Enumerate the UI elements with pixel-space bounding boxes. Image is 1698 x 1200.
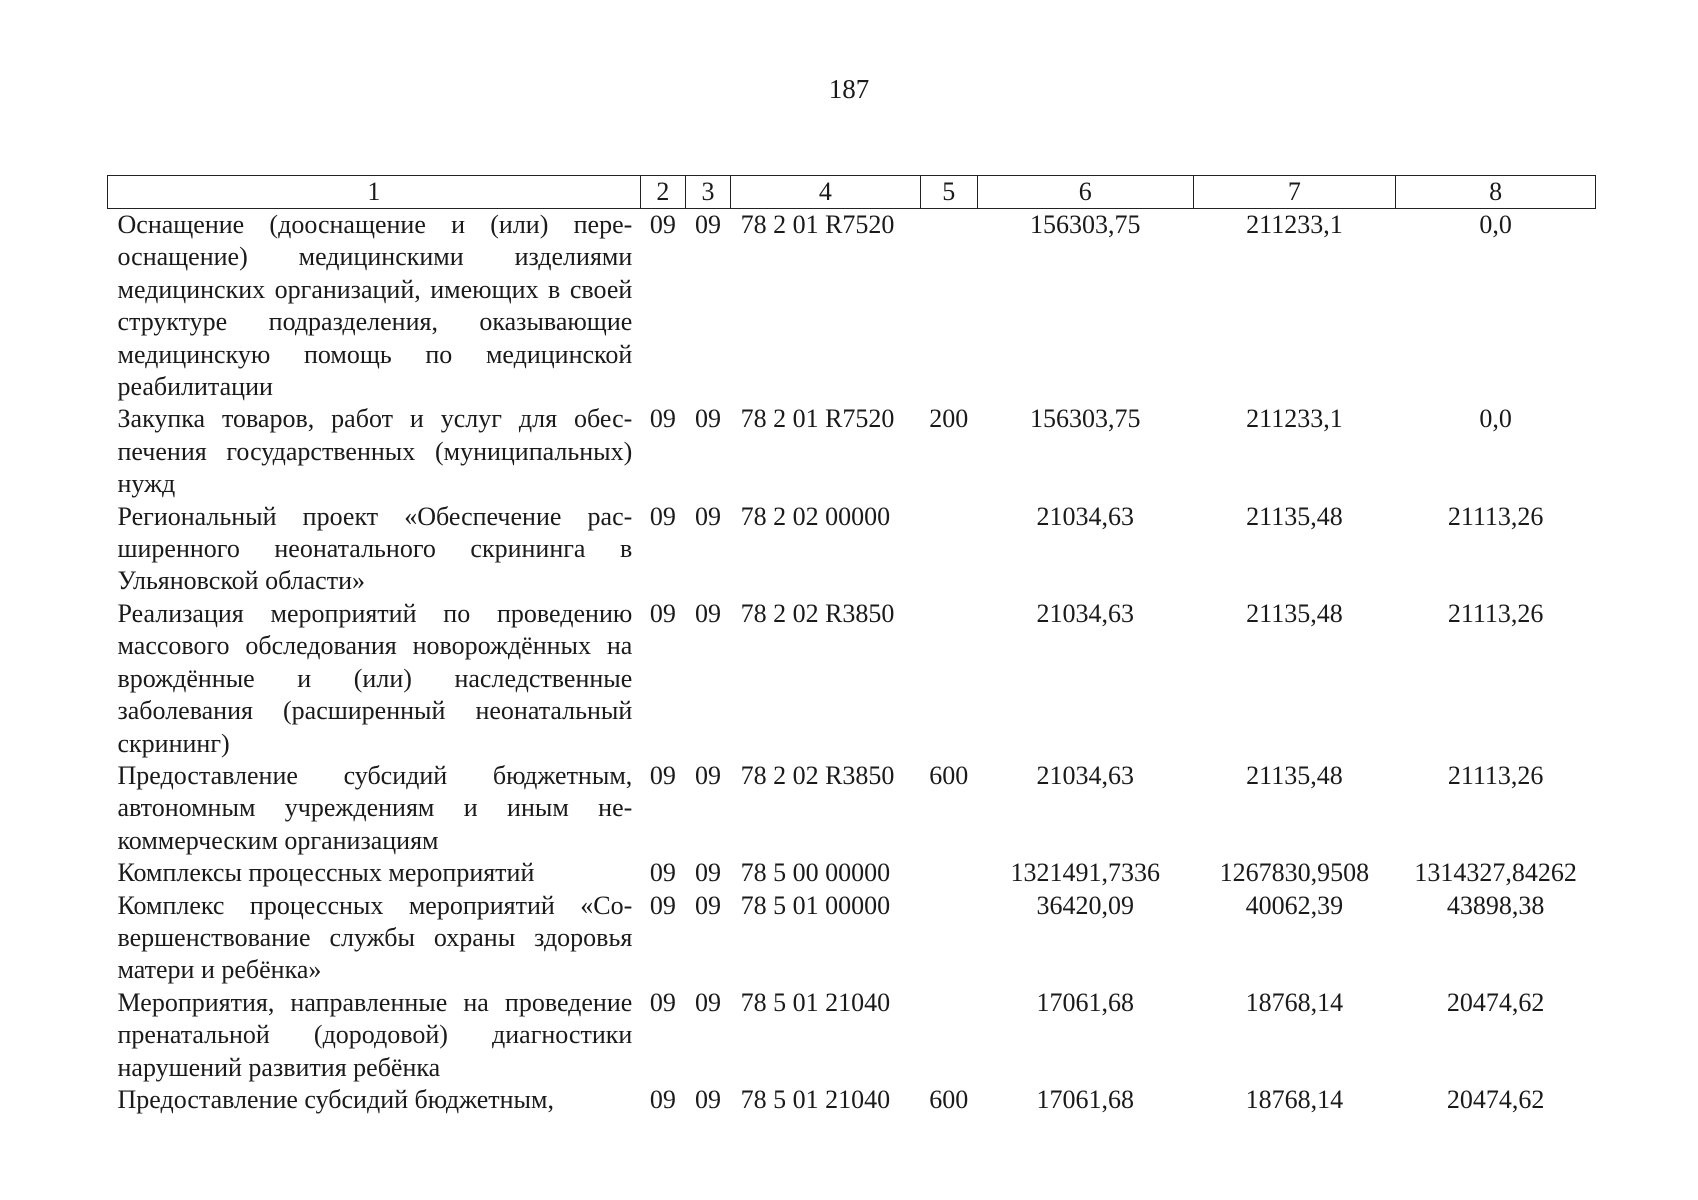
row-name: Предоставление субсидий бюджетным, [117, 1084, 554, 1114]
row-value-8: 0,0 [1479, 404, 1512, 434]
header-col-3: 3 [685, 176, 730, 209]
table-row [108, 209, 1596, 404]
row-subsection: 09 [694, 1084, 721, 1114]
row-subsection: 09 [694, 501, 721, 531]
row-target-article: 78 2 02 00000 [740, 501, 891, 531]
header-col-1: 1 [108, 176, 641, 209]
row-value-8: 21113,26 [1447, 501, 1544, 531]
row-subsection: 09 [694, 210, 721, 239]
table-body [108, 209, 1596, 1117]
row-name: Реализация мероприятий по проведению массового обследования новорождённых на врождённые и (или) наследственные заболевания (расширенный неонатальный скрининг) [117, 598, 633, 758]
header-row [108, 176, 1596, 209]
row-section: 09 [649, 1084, 676, 1114]
row-expense-type [920, 209, 977, 404]
row-value-6: 156303,75 [1029, 210, 1141, 239]
header-col-2: 2 [640, 176, 685, 209]
row-value-7: 18768,14 [1245, 987, 1344, 1017]
row-section: 09 [649, 890, 676, 920]
row-name: Предоставление субсидий бюджетным, автономным учреждениям и иным некоммерческим организациям [117, 760, 633, 855]
row-value-8: 21113,26 [1447, 598, 1544, 628]
row-expense-type: 200 [929, 404, 969, 434]
table-row [108, 1084, 1596, 1116]
row-target-article: 78 2 01 R7520 [740, 210, 895, 239]
row-subsection: 09 [694, 760, 721, 790]
row-expense-type [920, 890, 977, 987]
row-value-7: 1267830,9508 [1219, 858, 1370, 888]
row-expense-type: 600 [929, 760, 969, 790]
row-expense-type: 600 [929, 1084, 969, 1114]
header-col-4: 4 [731, 176, 921, 209]
table-row [108, 987, 1596, 1084]
page-number: 187 [828, 74, 870, 104]
row-value-7: 211233,1 [1246, 210, 1343, 239]
header-col-6: 6 [977, 176, 1193, 209]
row-value-7: 21135,48 [1246, 760, 1343, 790]
table-row [108, 501, 1596, 598]
row-value-6: 21034,63 [1036, 501, 1134, 531]
table-row [108, 890, 1596, 987]
table-row [108, 403, 1596, 500]
row-value-8: 43898,38 [1446, 890, 1545, 920]
row-expense-type [920, 501, 977, 598]
row-target-article: 78 2 02 R3850 [740, 598, 895, 628]
header-col-5: 5 [920, 176, 977, 209]
table-row [108, 857, 1596, 889]
row-value-7: 21135,48 [1246, 598, 1343, 628]
row-target-article: 78 2 01 R7520 [740, 404, 895, 434]
table-row [108, 760, 1596, 857]
row-section: 09 [649, 987, 676, 1017]
row-target-article: 78 5 00 00000 [740, 858, 891, 888]
row-section: 09 [649, 501, 676, 531]
row-subsection: 09 [694, 890, 721, 920]
row-target-article: 78 2 02 R3850 [740, 760, 895, 790]
row-target-article: 78 5 01 21040 [740, 1084, 891, 1114]
row-name: Региональный проект «Обеспечение расширенного неонатального скрининга в Ульяновской области» [117, 501, 633, 596]
row-section: 09 [649, 858, 676, 888]
row-value-8: 1314327,84262 [1414, 858, 1577, 888]
row-name: Комплекс процессных мероприятий «Совершенствование службы охраны здоровья матери и ребёнка» [117, 890, 633, 985]
row-value-8: 21113,26 [1447, 760, 1544, 790]
row-value-6: 36420,09 [1036, 890, 1134, 920]
row-value-7: 211233,1 [1246, 404, 1343, 434]
row-section: 09 [649, 598, 676, 628]
header-col-7: 7 [1193, 176, 1396, 209]
row-value-6: 156303,75 [1029, 404, 1141, 434]
row-section: 09 [649, 404, 676, 434]
row-name: Комплексы процессных мероприятий [117, 858, 535, 888]
row-value-8: 0,0 [1479, 210, 1512, 239]
row-subsection: 09 [694, 404, 721, 434]
row-value-6: 1321491,7336 [1010, 858, 1160, 888]
table-row [108, 598, 1596, 760]
row-value-7: 40062,39 [1245, 890, 1344, 920]
header-col-8: 8 [1396, 176, 1596, 209]
row-value-6: 17061,68 [1036, 1084, 1134, 1114]
row-name: Закупка товаров, работ и услуг для обеспечения государственных (муниципальных) нужд [117, 404, 633, 499]
row-subsection: 09 [694, 598, 721, 628]
row-target-article: 78 5 01 21040 [740, 987, 891, 1017]
budget-table [107, 175, 1596, 1116]
row-expense-type [920, 598, 977, 760]
row-value-6: 17061,68 [1036, 987, 1134, 1017]
row-value-8: 20474,62 [1446, 987, 1545, 1017]
row-value-7: 21135,48 [1246, 501, 1343, 531]
row-section: 09 [649, 760, 676, 790]
row-name: Оснащение (дооснащение и (или) переоснащение) медицинскими изделиями медицинских организаций, имеющих в своей структуре подразделения, оказывающие медицинскую помощь по медицинской реабилитации [117, 210, 633, 402]
table-header [108, 176, 1596, 209]
row-expense-type [920, 857, 977, 889]
row-subsection: 09 [694, 858, 721, 888]
row-value-6: 21034,63 [1036, 598, 1134, 628]
row-expense-type [920, 987, 977, 1084]
row-target-article: 78 5 01 00000 [740, 890, 891, 920]
row-name: Мероприятия, направленные на проведение пренатальной (дородовой) диагностики нарушений развития ребёнка [117, 987, 633, 1082]
row-value-7: 18768,14 [1245, 1084, 1344, 1114]
row-subsection: 09 [694, 987, 721, 1017]
row-value-8: 20474,62 [1446, 1084, 1545, 1114]
row-value-6: 21034,63 [1036, 760, 1134, 790]
row-section: 09 [649, 210, 676, 239]
